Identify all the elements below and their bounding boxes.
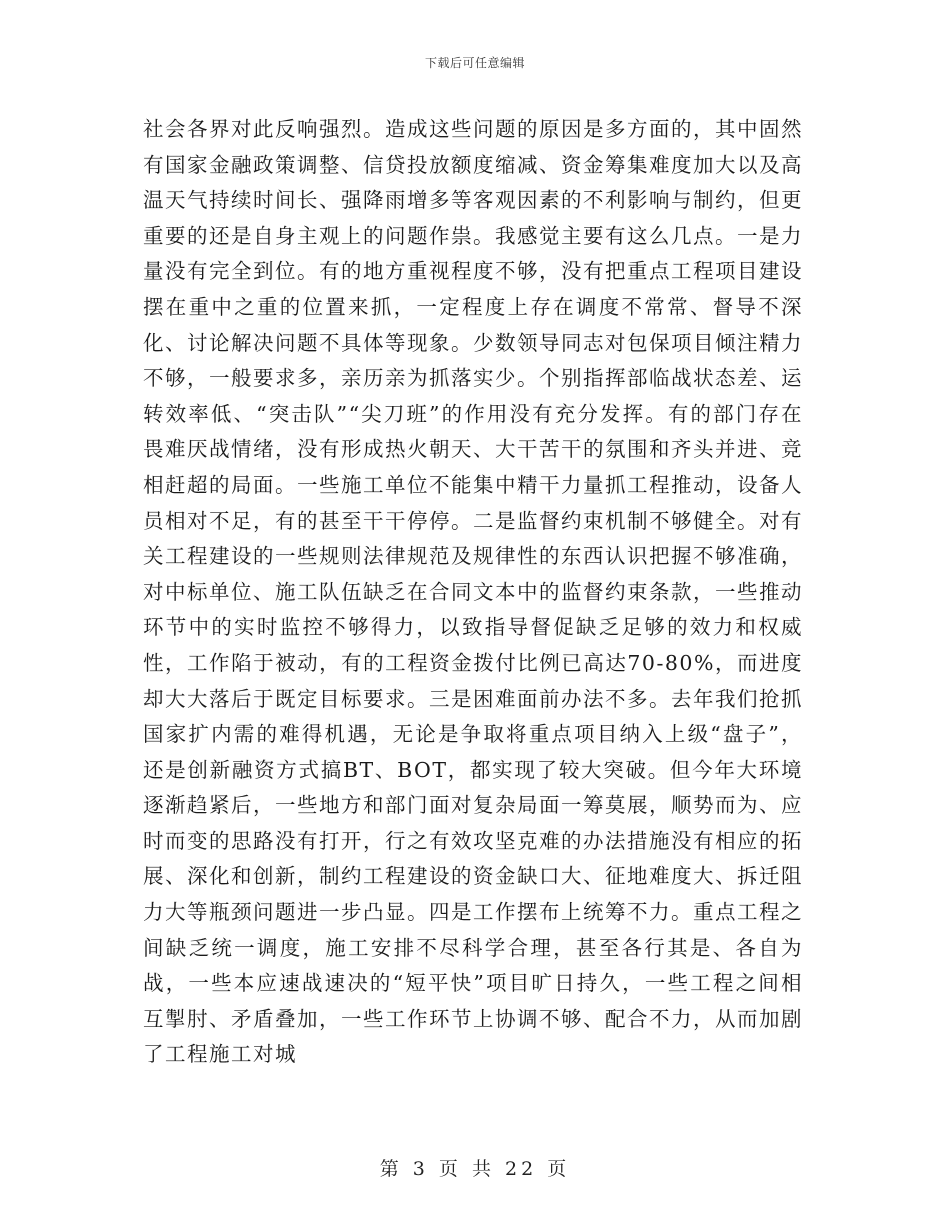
page-header: 下载后可任意编辑 — [424, 56, 525, 70]
page-number-footer: 第 3 页 共 22 页 — [379, 1158, 571, 1180]
body-paragraph: 社会各界对此反响强烈。造成这些问题的原因是多方面的，其中固然有国家金融政策调整、信贷投放额度缩减、资金筹集难度加大以及高温天气持续时间长、强降雨增多等客观因素的不利影响与制约，但更重要的还是自身主观上的问题作祟。我感觉主要有这么几点。一是力量没有完全到位。有的地方重视程度不够，没有把重点工程项目建设摆在重中之重的位置来抓，一定程度上存在调度不常常、督导不深化、讨论解决问题不具体等现象。少数领导同志对包保项目倾注精力不够，一般要求多，亲历亲为抓落实少。个别指挥部临战状态差、运转效率低、“突击队”“尖刀班”的作用没有充分发挥。有的部门存在畏难厌战情绪，没有形成热火朝天、大干苦干的氛围和齐头并进、竞相赶超的局面。一些施工单位不能集中精干力量抓工程推动，设备人员相对不足，有的甚至干干停停。二是监督约束机制不够健全。对有关工程建设的一些规则法律规范及规律性的东西认识把握不够准确，对中标单位、施工队伍缺乏在合同文本中的监督约束条款，一些推动环节中的实时监控不够得力，以致指导督促缺乏足够的效力和权威性，工作陷于被动，有的工程资金拨付比例已高达70-80%，而进度却大大落后于既定目标要求。三是困难面前办法不多。去年我们抢抓国家扩内需的难得机遇，无论是争取将重点项目纳入上级“盘子”，还是创新融资方式搞BT、BOT，都实现了较大突破。但今年大环境逐渐趋紧后，一些地方和部门面对复杂局面一筹莫展，顺势而为、应时而变的思路没有打开，行之有效攻坚克难的办法措施没有相应的拓展、深化和创新，制约工程建设的资金缺口大、征地难度大、拆迁阻力大等瓶颈问题进一步凸显。四是工作摆布上统筹不力。重点工程之间缺乏统一调度，施工安排不尽科学合理，甚至各行其是、各自为战，一些本应速战速决的“短平快”项目旷日持久，一些工程之间相互掣肘、矛盾叠加，一些工作环节上协调不够、配合不力，从而加剧了工程施工对城 — [143, 117, 803, 1067]
